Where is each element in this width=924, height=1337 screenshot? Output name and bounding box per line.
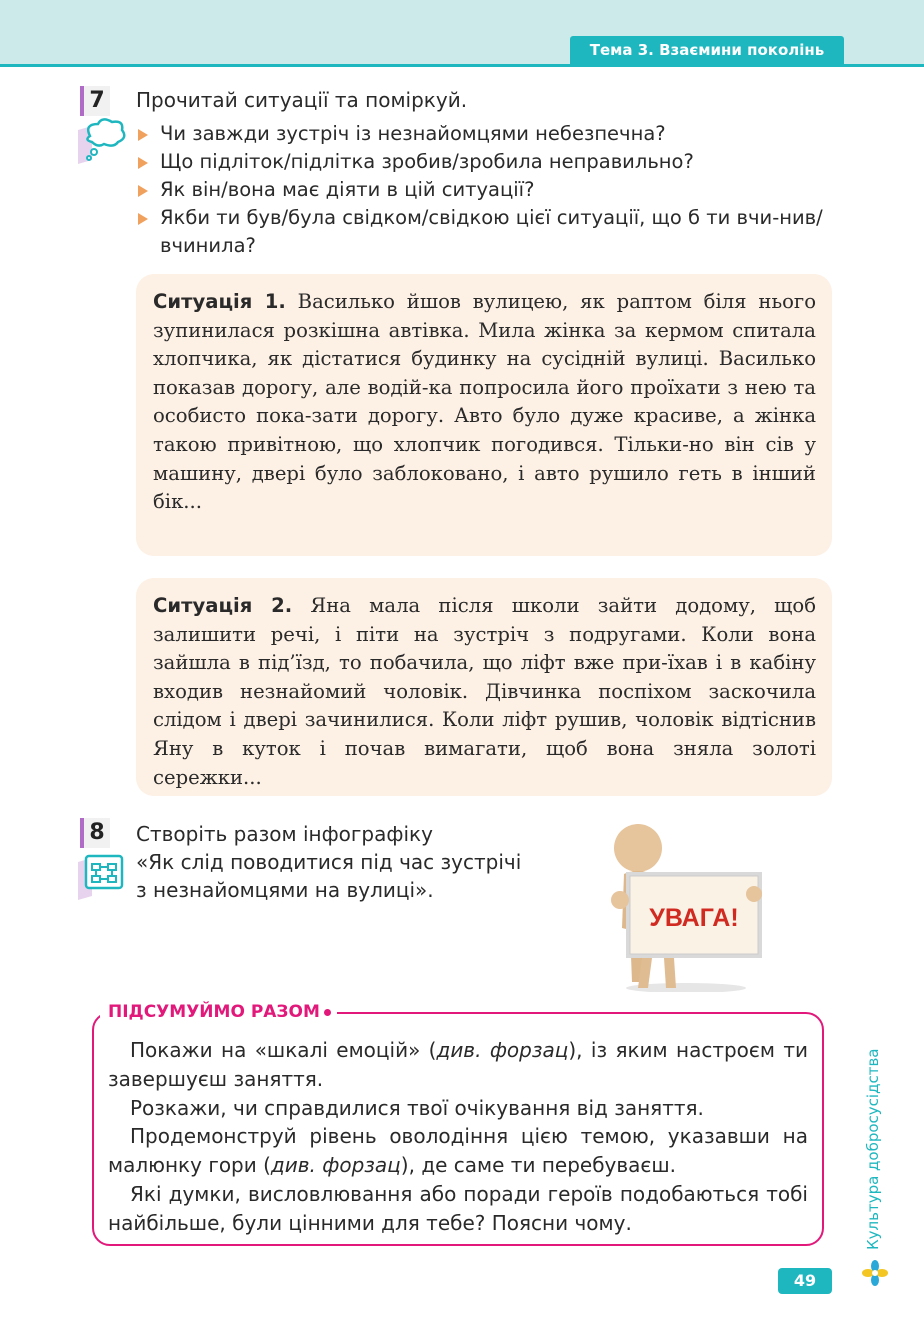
page-number: 49 xyxy=(778,1268,832,1294)
thinking-cloud-icon xyxy=(72,116,128,170)
dot-icon xyxy=(324,1009,331,1016)
triangle-bullet-icon xyxy=(138,213,148,225)
summary-title: ПІДСУМУЙМО РАЗОМ xyxy=(100,999,337,1025)
summary-paragraph: Які думки, висловлювання або поради героїв подобаються тобі найбільше, були цінними для тебе? Поясни чому. xyxy=(108,1181,808,1235)
triangle-bullet-icon xyxy=(138,185,148,197)
summary-paragraph: Продемонструй рівень оволодіння цією темою, указавши на малюнку гори (див. форзац), де саме ти перебуваєш. xyxy=(108,1124,808,1178)
side-section-title: Культура добросусідства xyxy=(864,1048,882,1250)
question-item: Чи завжди зустріч із незнайомцями небезпечна? xyxy=(136,120,836,148)
triangle-bullet-icon xyxy=(138,129,148,141)
situation-1-box xyxy=(136,274,832,556)
warning-figure-image xyxy=(602,816,766,992)
topic-tab: Тема 3. Взаємини поколінь xyxy=(570,36,844,64)
situation-1-text: Василько йшов вулицею, як раптом біля нього зупинилася розкішна автівка. Мила жінка за кермом спитала хлопчика, як дістатися будинку на сусідній вулиці. Василько показав дорогу, але водій-ка попросила його проїхати з нею та особисто пока-зати дорогу. Авто було дуже красиве, а жінка такою привітною, що хлопчик погодився. Тільки-но він сів у машину, двері було заблоковано, і авто рушило геть в інший бік... xyxy=(153,290,816,514)
task7-prompt: Прочитай ситуації та поміркуй. xyxy=(136,88,468,112)
task-number-7: 7 xyxy=(80,86,110,116)
question-item: Що підліток/підлітка зробив/зробила неправильно? xyxy=(136,148,836,176)
task8-prompt: Створіть разом інфографіку «Як слід поводитися під час зустрічі з незнайомцями на вулиці». xyxy=(136,822,522,902)
summary-paragraph: Розкажи, чи справдилися твої очікування від заняття. xyxy=(130,1095,704,1120)
question-list xyxy=(136,120,836,260)
summary-paragraph: Покажи на «шкалі емоцій» (див. форзац), із яким настроєм ти завершуєш заняття. xyxy=(108,1038,808,1091)
warning-sign-text: УВАГА! xyxy=(649,904,739,932)
summary-text xyxy=(108,1036,808,1238)
situation-2-text: Яна мала після школи зайти додому, щоб залишити речі, і піти на зустріч з подругами. Коли вона зайшла в під’їзд, то побачила, що ліфт вже при-їхав і в кабіну входив незнайомий чоловік. Дівчинка поспіхом заскочила слідом і двері зачинилися. Коли ліфт рушив, чоловік відтіснив Яну в куток і почав вимагати, щоб вона зняла золоті сережки... xyxy=(153,594,816,789)
situation-1-label: Ситуація 1. xyxy=(153,290,286,313)
flower-icon xyxy=(862,1260,888,1290)
task-number-8: 8 xyxy=(80,818,110,848)
question-item: Якби ти був/була свідком/свідкою цієї ситуації, що б ти вчи-нив/вчинила? xyxy=(136,204,836,260)
group-work-hands-icon xyxy=(72,850,128,906)
situation-2-box xyxy=(136,578,832,796)
triangle-bullet-icon xyxy=(138,157,148,169)
situation-2-label: Ситуація 2. xyxy=(153,594,293,617)
question-item: Як він/вона має діяти в цій ситуації? xyxy=(136,176,836,204)
